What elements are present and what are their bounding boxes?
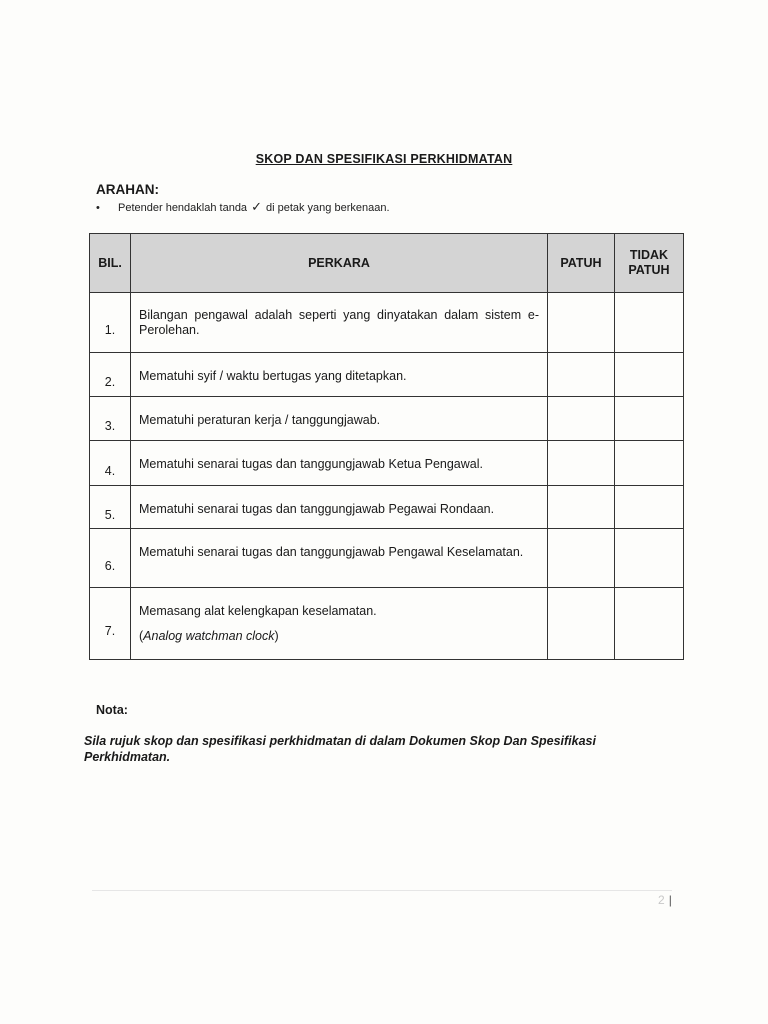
- patuh-checkbox-6[interactable]: [548, 529, 615, 588]
- header-tidak-patuh: [615, 234, 684, 293]
- row-number: 5.: [90, 486, 131, 529]
- row-text: Mematuhi senarai tugas dan tanggungjawab Pengawal Keselamatan.: [131, 529, 548, 588]
- header-patuh: PATUH: [548, 234, 615, 293]
- page-number-ghost: 2: [658, 893, 665, 907]
- footer-divider: [92, 890, 672, 891]
- patuh-checkbox-5[interactable]: [548, 486, 615, 529]
- tidak-patuh-checkbox-6[interactable]: [615, 529, 684, 588]
- table-row: [90, 588, 684, 660]
- row-text: Memasang alat kelengkapan keselamatan.: [139, 604, 377, 618]
- patuh-checkbox-2[interactable]: [548, 353, 615, 397]
- note-open-paren: (: [139, 629, 144, 643]
- header-bil: BIL.: [90, 234, 131, 293]
- tidak-patuh-checkbox-4[interactable]: [615, 441, 684, 486]
- instructions-heading: ARAHAN:: [96, 182, 159, 197]
- page-bar: |: [668, 893, 672, 907]
- row-number: 6.: [90, 529, 131, 588]
- row-text: Mematuhi senarai tugas dan tanggungjawab Ketua Pengawal.: [131, 441, 548, 486]
- row-number: 7.: [90, 588, 131, 660]
- table-header-row: [90, 234, 684, 293]
- note-text: Analog watchman clock: [143, 629, 275, 643]
- patuh-checkbox-1[interactable]: [548, 293, 615, 353]
- row-number: 1.: [90, 293, 131, 353]
- row-text: Mematuhi peraturan kerja / tanggungjawab.: [131, 397, 548, 441]
- row-text: Mematuhi senarai tugas dan tanggungjawab Pegawai Rondaan.: [131, 486, 548, 529]
- page-mark: [658, 893, 672, 907]
- row-number: 3.: [90, 397, 131, 441]
- table-row: [90, 486, 684, 529]
- nota-body: Sila rujuk skop dan spesifikasi perkhidmatan di dalam Dokumen Skop Dan Spesifikasi Perkhidmatan.: [84, 734, 596, 764]
- row-text: Bilangan pengawal adalah seperti yang dinyatakan dalam sistem e-Perolehan.: [131, 293, 548, 353]
- tidak-patuh-checkbox-1[interactable]: [615, 293, 684, 353]
- table-row: [90, 293, 684, 353]
- instruction-text-before: Petender hendaklah tanda: [118, 202, 248, 214]
- note-close-paren: ): [274, 629, 279, 643]
- tidak-patuh-checkbox-5[interactable]: [615, 486, 684, 529]
- instructions-bullet: [96, 199, 390, 215]
- nota-heading: Nota:: [96, 703, 128, 717]
- table-row: [90, 441, 684, 486]
- checkmark-icon: ✓: [251, 199, 262, 214]
- table-row: [90, 397, 684, 441]
- tidak-patuh-checkbox-7[interactable]: [615, 588, 684, 660]
- patuh-checkbox-7[interactable]: [548, 588, 615, 660]
- document-title: SKOP DAN SPESIFIKASI PERKHIDMATAN: [255, 152, 513, 166]
- row-note: [139, 629, 539, 644]
- table-row: [90, 529, 684, 588]
- header-tidak-line1: TIDAK: [629, 248, 669, 262]
- header-perkara: PERKARA: [131, 234, 548, 293]
- tidak-patuh-checkbox-2[interactable]: [615, 353, 684, 397]
- row-number: 2.: [90, 353, 131, 397]
- row-number: 4.: [90, 441, 131, 486]
- header-tidak-line2: PATUH: [628, 263, 670, 277]
- row-text: Mematuhi syif / waktu bertugas yang ditetapkan.: [131, 353, 548, 397]
- row-cell: [131, 588, 548, 660]
- instruction-text-after: di petak yang berkenaan.: [265, 202, 390, 214]
- tidak-patuh-checkbox-3[interactable]: [615, 397, 684, 441]
- patuh-checkbox-3[interactable]: [548, 397, 615, 441]
- patuh-checkbox-4[interactable]: [548, 441, 615, 486]
- table-row: [90, 353, 684, 397]
- compliance-table: [89, 233, 684, 660]
- bullet-icon: •: [96, 202, 100, 214]
